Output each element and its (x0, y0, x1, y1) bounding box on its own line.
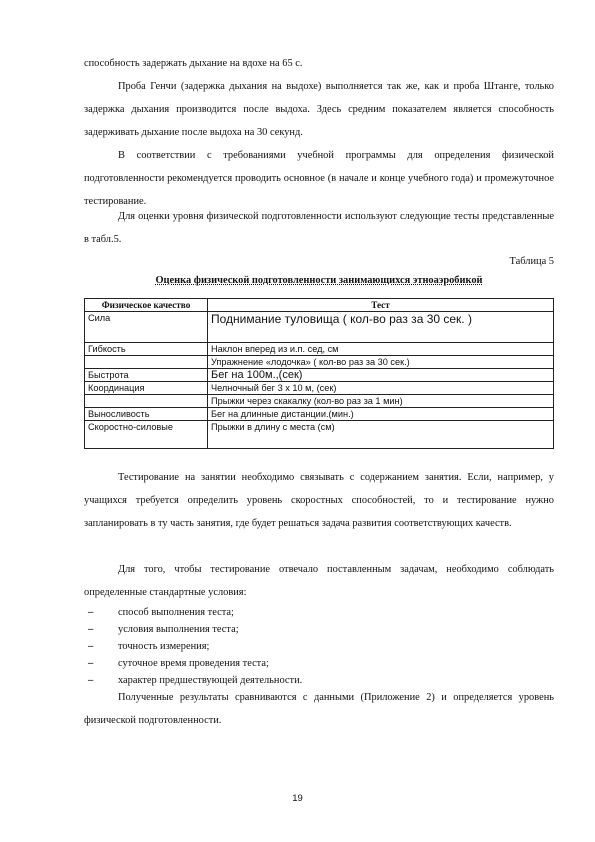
header-test: Тест (208, 299, 554, 312)
test-cell: Бег на длинные дистанции.(мин.) (208, 408, 554, 421)
page-number: 19 (292, 793, 303, 804)
test-cell: Упражнение «лодочка» ( кол-во раз за 30 сек.) (208, 356, 554, 369)
paragraph-standard-conditions: Для того, чтобы тестирование отвечало поставленным задачам, необходимо соблюдать определенные стандартные условия: (84, 564, 554, 598)
paragraph-breath-hold: способность задержать дыхание на вдохе на 65 с. (84, 58, 303, 69)
test-cell: Челночный бег 3 х 10 м, (сек) (208, 382, 554, 395)
quality-cell: Гибкость (85, 343, 208, 356)
quality-cell: Координация (85, 382, 208, 395)
list-item: – условия выполнения теста; (84, 621, 554, 638)
test-cell: Прыжки в длину с места (см) (208, 421, 554, 449)
quality-cell (85, 356, 208, 369)
quality-cell: Быстрота (85, 369, 208, 382)
quality-cell (85, 395, 208, 408)
table-row (85, 343, 554, 356)
test-cell: Поднимание туловища ( кол-во раз за 30 сек. ) (208, 312, 554, 343)
table-row (85, 382, 554, 395)
table-row (85, 421, 554, 449)
conditions-list (84, 604, 554, 689)
table-label: Таблица 5 (509, 256, 554, 267)
paragraph-program-requirements: В соответствии с требованиями учебной программы для определения физической подготовленности рекомендуется проводить основное (в начале и конце учебного года) и промежуточное тестирование. (84, 150, 554, 207)
test-cell: Наклон вперед из и.п. сед, см (208, 343, 554, 356)
table-row (85, 395, 554, 408)
header-quality: Физическое качество (85, 299, 208, 312)
table-row (85, 312, 554, 343)
paragraph-testing-link: Тестирование на занятии необходимо связывать с содержанием занятия. Если, например, у учащихся требуется определить уровень скоростных способностей, то и тестирование нужно запланировать в ту часть занятия, где будет решаться задача развития соответствующих качеств. (84, 472, 554, 529)
quality-cell: Сила (85, 312, 208, 343)
list-item: – точность измерения; (84, 638, 554, 655)
quality-cell: Скоростно-силовые (85, 421, 208, 449)
table-row (85, 408, 554, 421)
list-item: – суточное время проведения теста; (84, 655, 554, 672)
fitness-tests-table (84, 298, 554, 449)
list-item: – способ выполнения теста; (84, 604, 554, 621)
paragraph-genchi-test: Проба Генчи (задержка дыхания на выдохе) выполняется так же, как и проба Штанге, только задержка дыхания производится после выдоха. Здесь средним показателем является способность задерживать дыхание после выдоха на 30 секунд. (84, 81, 554, 138)
paragraph-results: Полученные результаты сравниваются с данными (Приложение 2) и определяется уровень физической подготовленности. (84, 692, 554, 726)
table-row (85, 369, 554, 382)
table-row (85, 356, 554, 369)
list-item: – характер предшествующей деятельности. (84, 672, 554, 689)
test-cell: Прыжки через скакалку (кол-во раз за 1 мин) (208, 395, 554, 408)
table-header-row (85, 299, 554, 312)
test-cell: Бег на 100м.,(сек) (208, 369, 554, 382)
table-caption: Оценка физической подготовленности занимающихся этноаэробикой (155, 275, 483, 286)
quality-cell: Выносливость (85, 408, 208, 421)
paragraph-tests-intro: Для оценки уровня физической подготовленности используют следующие тесты представленные в табл.5. (84, 211, 554, 245)
